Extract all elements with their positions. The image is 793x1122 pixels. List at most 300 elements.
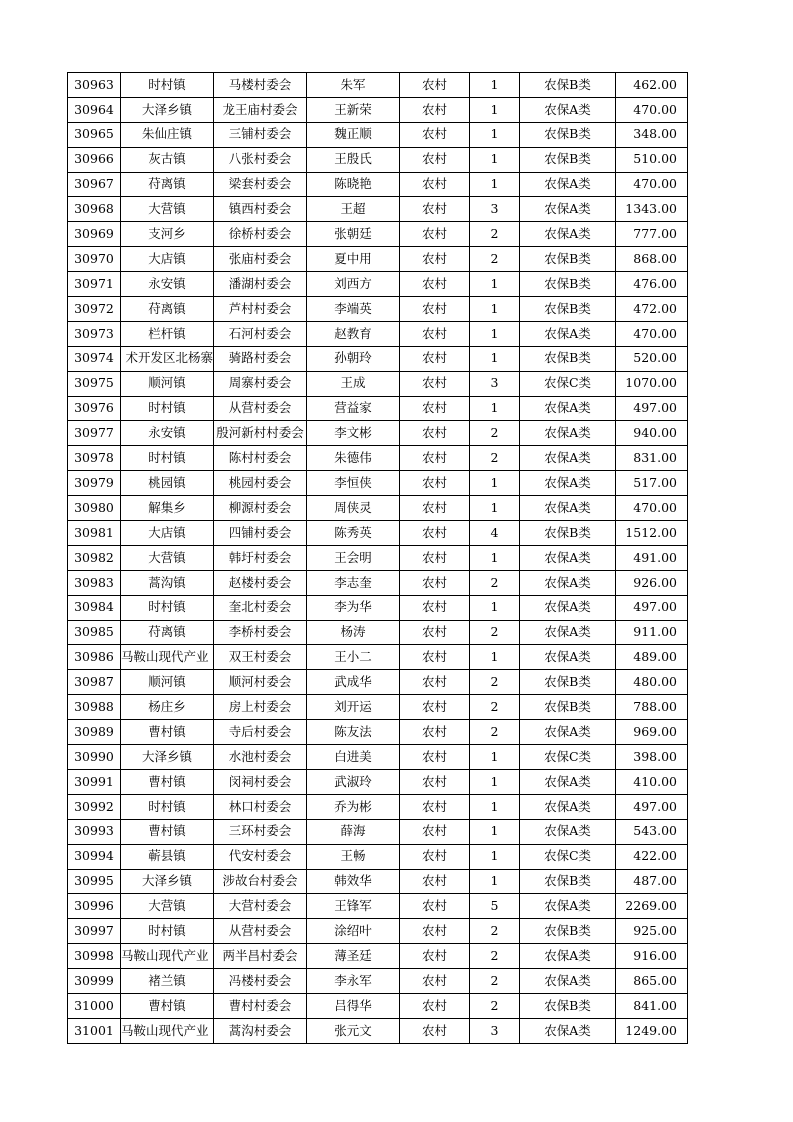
cell-category: 农保A类 [520, 321, 616, 346]
cell-name: 周侠灵 [307, 496, 400, 521]
cell-name: 杨涛 [307, 620, 400, 645]
cell-count: 2 [470, 570, 520, 595]
cell-amount: 348.00 [616, 122, 688, 147]
cell-name: 陈秀英 [307, 521, 400, 546]
table-row [68, 297, 688, 322]
cell-type: 农村 [400, 695, 470, 720]
cell-category: 农保B类 [520, 695, 616, 720]
cell-town: 时村镇 [121, 446, 214, 471]
cell-count: 2 [470, 670, 520, 695]
table-row [68, 247, 688, 272]
cell-amount: 916.00 [616, 944, 688, 969]
cell-count: 1 [470, 869, 520, 894]
cell-town: 大店镇 [121, 521, 214, 546]
cell-town: 大营镇 [121, 545, 214, 570]
cell-town: 马鞍山现代产业 [121, 944, 214, 969]
cell-name: 王会明 [307, 545, 400, 570]
cell-village: 芦村村委会 [214, 297, 307, 322]
table-row [68, 97, 688, 122]
cell-count: 2 [470, 993, 520, 1018]
cell-category: 农保A类 [520, 894, 616, 919]
cell-town: 褚兰镇 [121, 969, 214, 994]
cell-category: 农保B类 [520, 919, 616, 944]
cell-village: 张庙村委会 [214, 247, 307, 272]
cell-count: 1 [470, 172, 520, 197]
cell-village: 三环村委会 [214, 819, 307, 844]
table-row [68, 222, 688, 247]
cell-id: 30971 [68, 272, 121, 297]
cell-id: 30965 [68, 122, 121, 147]
cell-type: 农村 [400, 620, 470, 645]
cell-id: 31001 [68, 1018, 121, 1043]
cell-town: 曹村镇 [121, 993, 214, 1018]
cell-village: 桃园村委会 [214, 471, 307, 496]
cell-amount: 470.00 [616, 97, 688, 122]
cell-type: 农村 [400, 670, 470, 695]
cell-count: 2 [470, 695, 520, 720]
cell-town: 灰古镇 [121, 147, 214, 172]
cell-town: 支河乡 [121, 222, 214, 247]
table-row [68, 1018, 688, 1043]
cell-amount: 497.00 [616, 794, 688, 819]
cell-type: 农村 [400, 272, 470, 297]
cell-amount: 470.00 [616, 172, 688, 197]
cell-village: 李桥村委会 [214, 620, 307, 645]
cell-village: 韩圩村委会 [214, 545, 307, 570]
cell-town: 苻离镇 [121, 172, 214, 197]
cell-amount: 831.00 [616, 446, 688, 471]
cell-type: 农村 [400, 197, 470, 222]
cell-id: 30981 [68, 521, 121, 546]
cell-town: 蒿沟镇 [121, 570, 214, 595]
cell-town: 蕲县镇 [121, 844, 214, 869]
cell-id: 30991 [68, 769, 121, 794]
cell-town: 时村镇 [121, 595, 214, 620]
cell-name: 白进美 [307, 745, 400, 770]
cell-town: 时村镇 [121, 396, 214, 421]
cell-count: 2 [470, 944, 520, 969]
cell-category: 农保B类 [520, 993, 616, 1018]
cell-count: 2 [470, 620, 520, 645]
cell-amount: 543.00 [616, 819, 688, 844]
cell-village: 龙王庙村委会 [214, 97, 307, 122]
cell-count: 1 [470, 297, 520, 322]
cell-amount: 1249.00 [616, 1018, 688, 1043]
cell-count: 3 [470, 371, 520, 396]
cell-type: 农村 [400, 944, 470, 969]
cell-name: 刘开运 [307, 695, 400, 720]
table-row [68, 993, 688, 1018]
cell-town: 大营镇 [121, 894, 214, 919]
cell-amount: 510.00 [616, 147, 688, 172]
cell-count: 1 [470, 73, 520, 98]
cell-village: 房上村委会 [214, 695, 307, 720]
cell-village: 蒿沟村委会 [214, 1018, 307, 1043]
cell-category: 农保A类 [520, 819, 616, 844]
cell-id: 30963 [68, 73, 121, 98]
cell-category: 农保C类 [520, 371, 616, 396]
table-row [68, 769, 688, 794]
cell-category: 农保B类 [520, 147, 616, 172]
cell-type: 农村 [400, 720, 470, 745]
cell-name: 李恒侠 [307, 471, 400, 496]
cell-village: 从营村委会 [214, 396, 307, 421]
cell-village: 水池村委会 [214, 745, 307, 770]
cell-type: 农村 [400, 346, 470, 371]
cell-name: 刘西方 [307, 272, 400, 297]
cell-type: 农村 [400, 570, 470, 595]
cell-id: 30998 [68, 944, 121, 969]
cell-count: 2 [470, 969, 520, 994]
table-row [68, 819, 688, 844]
cell-type: 农村 [400, 869, 470, 894]
cell-name: 王殷氏 [307, 147, 400, 172]
cell-town: 马鞍山现代产业 [121, 645, 214, 670]
cell-town: 解集乡 [121, 496, 214, 521]
cell-id: 30974 [68, 346, 121, 371]
cell-village: 顺河村委会 [214, 670, 307, 695]
cell-type: 农村 [400, 844, 470, 869]
cell-type: 农村 [400, 645, 470, 670]
cell-id: 30988 [68, 695, 121, 720]
cell-category: 农保A类 [520, 595, 616, 620]
cell-count: 1 [470, 97, 520, 122]
cell-village: 奎北村委会 [214, 595, 307, 620]
cell-village: 冯楼村委会 [214, 969, 307, 994]
cell-town: 苻离镇 [121, 297, 214, 322]
cell-amount: 940.00 [616, 421, 688, 446]
cell-type: 农村 [400, 297, 470, 322]
cell-amount: 470.00 [616, 321, 688, 346]
cell-category: 农保A类 [520, 969, 616, 994]
cell-name: 李文彬 [307, 421, 400, 446]
cell-village: 两半昌村委会 [214, 944, 307, 969]
cell-category: 农保C类 [520, 844, 616, 869]
cell-village: 寺后村委会 [214, 720, 307, 745]
cell-count: 2 [470, 919, 520, 944]
cell-id: 30969 [68, 222, 121, 247]
cell-category: 农保A类 [520, 197, 616, 222]
cell-category: 农保A类 [520, 620, 616, 645]
cell-name: 魏正顺 [307, 122, 400, 147]
cell-amount: 865.00 [616, 969, 688, 994]
cell-village: 涉故台村委会 [214, 869, 307, 894]
cell-town: 术开发区北杨寨 [121, 346, 214, 371]
cell-type: 农村 [400, 595, 470, 620]
cell-name: 营益家 [307, 396, 400, 421]
cell-type: 农村 [400, 147, 470, 172]
table-row [68, 720, 688, 745]
cell-town: 大泽乡镇 [121, 745, 214, 770]
table-row [68, 446, 688, 471]
table-row [68, 620, 688, 645]
cell-village: 镇西村委会 [214, 197, 307, 222]
cell-name: 王小二 [307, 645, 400, 670]
cell-count: 3 [470, 1018, 520, 1043]
cell-id: 30987 [68, 670, 121, 695]
cell-village: 代安村委会 [214, 844, 307, 869]
cell-amount: 422.00 [616, 844, 688, 869]
cell-name: 陈晓艳 [307, 172, 400, 197]
cell-count: 1 [470, 645, 520, 670]
table-row [68, 371, 688, 396]
cell-village: 闵祠村委会 [214, 769, 307, 794]
cell-name: 朱德伟 [307, 446, 400, 471]
cell-village: 骑路村委会 [214, 346, 307, 371]
cell-type: 农村 [400, 969, 470, 994]
cell-id: 30979 [68, 471, 121, 496]
cell-amount: 497.00 [616, 595, 688, 620]
cell-amount: 911.00 [616, 620, 688, 645]
cell-name: 王超 [307, 197, 400, 222]
table-row [68, 570, 688, 595]
cell-category: 农保A类 [520, 794, 616, 819]
cell-id: 30980 [68, 496, 121, 521]
cell-id: 30973 [68, 321, 121, 346]
cell-type: 农村 [400, 122, 470, 147]
table-row [68, 745, 688, 770]
cell-category: 农保B类 [520, 346, 616, 371]
cell-category: 农保A类 [520, 769, 616, 794]
cell-count: 1 [470, 272, 520, 297]
cell-type: 农村 [400, 172, 470, 197]
cell-amount: 497.00 [616, 396, 688, 421]
cell-village: 潘湖村委会 [214, 272, 307, 297]
cell-id: 30985 [68, 620, 121, 645]
cell-id: 30975 [68, 371, 121, 396]
cell-id: 30967 [68, 172, 121, 197]
cell-type: 农村 [400, 919, 470, 944]
cell-town: 大营镇 [121, 197, 214, 222]
table-row [68, 321, 688, 346]
table-row [68, 396, 688, 421]
cell-name: 王新荣 [307, 97, 400, 122]
table-row [68, 545, 688, 570]
cell-amount: 462.00 [616, 73, 688, 98]
cell-category: 农保A类 [520, 1018, 616, 1043]
table-row [68, 645, 688, 670]
cell-amount: 868.00 [616, 247, 688, 272]
cell-name: 薄圣廷 [307, 944, 400, 969]
cell-town: 大泽乡镇 [121, 869, 214, 894]
cell-name: 乔为彬 [307, 794, 400, 819]
cell-id: 30999 [68, 969, 121, 994]
cell-amount: 1343.00 [616, 197, 688, 222]
cell-category: 农保A类 [520, 944, 616, 969]
cell-count: 1 [470, 396, 520, 421]
cell-category: 农保B类 [520, 122, 616, 147]
cell-name: 王锋军 [307, 894, 400, 919]
cell-id: 30994 [68, 844, 121, 869]
cell-count: 2 [470, 247, 520, 272]
cell-type: 农村 [400, 894, 470, 919]
cell-count: 1 [470, 545, 520, 570]
cell-village: 大营村委会 [214, 894, 307, 919]
cell-town: 桃园镇 [121, 471, 214, 496]
cell-name: 涂绍叶 [307, 919, 400, 944]
cell-name: 王成 [307, 371, 400, 396]
cell-id: 30966 [68, 147, 121, 172]
cell-category: 农保B类 [520, 247, 616, 272]
cell-type: 农村 [400, 769, 470, 794]
cell-type: 农村 [400, 496, 470, 521]
data-table [67, 72, 688, 1044]
cell-count: 2 [470, 222, 520, 247]
cell-amount: 925.00 [616, 919, 688, 944]
cell-amount: 520.00 [616, 346, 688, 371]
cell-name: 张元文 [307, 1018, 400, 1043]
cell-name: 孙朝玲 [307, 346, 400, 371]
cell-name: 张朝廷 [307, 222, 400, 247]
table-row [68, 471, 688, 496]
cell-town: 永安镇 [121, 272, 214, 297]
cell-id: 30978 [68, 446, 121, 471]
table-row [68, 272, 688, 297]
cell-name: 朱军 [307, 73, 400, 98]
table-row [68, 73, 688, 98]
cell-count: 1 [470, 471, 520, 496]
cell-town: 马鞍山现代产业 [121, 1018, 214, 1043]
cell-town: 时村镇 [121, 73, 214, 98]
cell-id: 30983 [68, 570, 121, 595]
cell-category: 农保C类 [520, 745, 616, 770]
cell-type: 农村 [400, 371, 470, 396]
cell-amount: 472.00 [616, 297, 688, 322]
cell-village: 赵楼村委会 [214, 570, 307, 595]
table-row [68, 421, 688, 446]
cell-type: 农村 [400, 521, 470, 546]
cell-category: 农保B类 [520, 869, 616, 894]
cell-name: 李为华 [307, 595, 400, 620]
cell-amount: 410.00 [616, 769, 688, 794]
cell-village: 徐桥村委会 [214, 222, 307, 247]
table-row [68, 670, 688, 695]
cell-id: 30997 [68, 919, 121, 944]
cell-name: 薛海 [307, 819, 400, 844]
cell-town: 栏杆镇 [121, 321, 214, 346]
cell-type: 农村 [400, 1018, 470, 1043]
cell-id: 30977 [68, 421, 121, 446]
cell-category: 农保B类 [520, 670, 616, 695]
cell-category: 农保A类 [520, 222, 616, 247]
table-row [68, 794, 688, 819]
cell-type: 农村 [400, 247, 470, 272]
cell-amount: 2269.00 [616, 894, 688, 919]
cell-town: 大店镇 [121, 247, 214, 272]
table-row [68, 869, 688, 894]
cell-id: 30964 [68, 97, 121, 122]
cell-id: 30972 [68, 297, 121, 322]
cell-type: 农村 [400, 545, 470, 570]
cell-type: 农村 [400, 321, 470, 346]
cell-category: 农保B类 [520, 297, 616, 322]
cell-category: 农保B类 [520, 272, 616, 297]
cell-amount: 398.00 [616, 745, 688, 770]
cell-village: 四铺村委会 [214, 521, 307, 546]
cell-town: 顺河镇 [121, 670, 214, 695]
table-row [68, 197, 688, 222]
cell-village: 马楼村委会 [214, 73, 307, 98]
table-row [68, 944, 688, 969]
cell-village: 周寨村委会 [214, 371, 307, 396]
cell-village: 三铺村委会 [214, 122, 307, 147]
cell-village: 双王村委会 [214, 645, 307, 670]
cell-village: 曹村村委会 [214, 993, 307, 1018]
cell-id: 30968 [68, 197, 121, 222]
cell-category: 农保A类 [520, 496, 616, 521]
cell-town: 时村镇 [121, 794, 214, 819]
cell-count: 3 [470, 197, 520, 222]
cell-amount: 969.00 [616, 720, 688, 745]
cell-town: 朱仙庄镇 [121, 122, 214, 147]
table-row [68, 695, 688, 720]
cell-amount: 491.00 [616, 545, 688, 570]
cell-count: 2 [470, 720, 520, 745]
cell-category: 农保A类 [520, 720, 616, 745]
cell-count: 4 [470, 521, 520, 546]
cell-category: 农保A类 [520, 570, 616, 595]
cell-town: 曹村镇 [121, 819, 214, 844]
cell-amount: 1070.00 [616, 371, 688, 396]
cell-name: 武成华 [307, 670, 400, 695]
cell-count: 1 [470, 769, 520, 794]
cell-count: 2 [470, 446, 520, 471]
cell-count: 1 [470, 321, 520, 346]
cell-name: 李永军 [307, 969, 400, 994]
table-row [68, 969, 688, 994]
cell-id: 30982 [68, 545, 121, 570]
cell-id: 30986 [68, 645, 121, 670]
cell-count: 1 [470, 496, 520, 521]
table-row [68, 172, 688, 197]
cell-count: 5 [470, 894, 520, 919]
cell-id: 30970 [68, 247, 121, 272]
cell-category: 农保A类 [520, 545, 616, 570]
cell-category: 农保A类 [520, 97, 616, 122]
cell-id: 30976 [68, 396, 121, 421]
cell-type: 农村 [400, 421, 470, 446]
cell-town: 杨庄乡 [121, 695, 214, 720]
cell-town: 时村镇 [121, 919, 214, 944]
cell-category: 农保A类 [520, 471, 616, 496]
cell-village: 陈村村委会 [214, 446, 307, 471]
cell-category: 农保A类 [520, 421, 616, 446]
cell-amount: 470.00 [616, 496, 688, 521]
cell-amount: 788.00 [616, 695, 688, 720]
cell-name: 陈友法 [307, 720, 400, 745]
cell-count: 2 [470, 421, 520, 446]
cell-type: 农村 [400, 819, 470, 844]
cell-amount: 480.00 [616, 670, 688, 695]
cell-amount: 926.00 [616, 570, 688, 595]
table-row [68, 122, 688, 147]
cell-id: 30989 [68, 720, 121, 745]
cell-type: 农村 [400, 222, 470, 247]
cell-id: 30993 [68, 819, 121, 844]
cell-name: 李端英 [307, 297, 400, 322]
cell-id: 30992 [68, 794, 121, 819]
cell-town: 大泽乡镇 [121, 97, 214, 122]
cell-village: 柳源村委会 [214, 496, 307, 521]
cell-count: 1 [470, 844, 520, 869]
cell-type: 农村 [400, 446, 470, 471]
cell-village: 林口村委会 [214, 794, 307, 819]
cell-category: 农保A类 [520, 172, 616, 197]
cell-category: 农保A类 [520, 396, 616, 421]
cell-count: 1 [470, 794, 520, 819]
cell-village: 从营村委会 [214, 919, 307, 944]
cell-count: 1 [470, 147, 520, 172]
